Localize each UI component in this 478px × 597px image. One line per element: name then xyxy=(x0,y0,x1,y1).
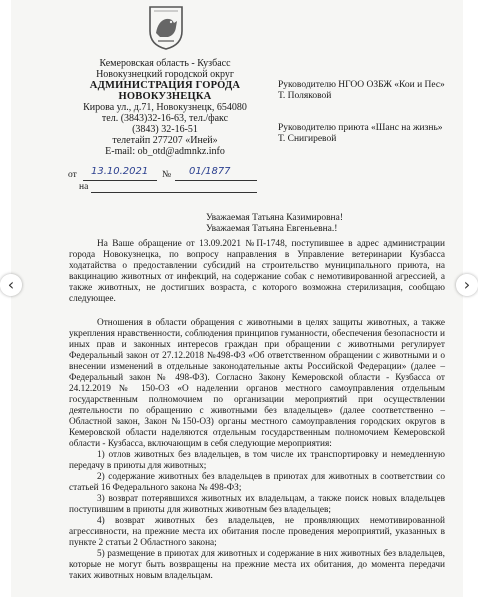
district-text: Новокузнецкий городской округ xyxy=(96,69,234,80)
greeting-line1: Уважаемая Татьяна Казимировна! xyxy=(206,213,344,223)
recipient-first-name: Т. Поляковой xyxy=(278,91,332,101)
coat-of-arms-icon xyxy=(146,3,186,51)
reference-underline xyxy=(91,182,257,193)
list-item-3: 3) возврат потерявшихся животных их владельцам, а также поиск новых владельцев поступившим в приюты для животных животным без владельцев; xyxy=(69,494,445,515)
region-text: Кемеровская область - Кузбасс xyxy=(99,58,231,69)
address-text: Кирова ул., д.71, Новокузнецк, 654080 xyxy=(83,102,247,113)
registration-line xyxy=(68,170,77,180)
recipient-second-name: Т. Снигиревой xyxy=(278,134,337,144)
list-item-5: 5) размещение в приютах для животных и содержание в них животных без владельцев, которые не могут быть возвращены на прежние места их обитания, до момента передачи таких животных новым владельцам. xyxy=(69,549,445,581)
phone-text: тел. (3843)32-16-63, тел./факс xyxy=(101,113,229,124)
sender-header xyxy=(65,58,265,157)
number-label: № xyxy=(162,170,172,180)
paragraph-1: На Ваше обращение от 13.09.2021 №П-1748, поступившее в адрес администрации города Новокузнецка, по вопросу направления в Управление ветеринарии Кузбасса ходатайства о предоставлении субсидий на строительство муниципального приюта, на вакцинацию животных от инфекций, на содержание собак с немотивированной агрессией, а также животных, не достигших возраста, с которого возможна стерилизация, сообщаю следующее. xyxy=(69,239,445,304)
recipients-block xyxy=(278,80,463,166)
org-name-line1: АДМИНИСТРАЦИЯ ГОРОДА xyxy=(89,80,241,91)
letter-page xyxy=(11,0,463,597)
registration-date: 13.10.2021 xyxy=(91,166,149,177)
letter-body xyxy=(69,239,445,582)
email-text: E-mail: ob_otd@admnkz.info xyxy=(105,146,225,157)
list-item-1: 1) отлов животных без владельцев, в том числе их транспортировку и немедленную передачу в приюты для животных; xyxy=(69,450,445,471)
paragraph-2: Отношения в области обращения с животными в целях защиты животных, а также укрепления нравственности, соблюдения принципов гуманности, обеспечения безопасности и иных прав и законных интересов граждан при обращении с животными регулирует Федеральный закон от 27.12.2018 №498-ФЗ «Об ответственном обращении с животными и о внесении изменений в отдельные законодательные акты Российской Федерации» (далее – Федеральный закон № 498-ФЗ). Согласно Закону Кемеровской области - Кузбасса от 24.12.2019 № 150-ОЗ «О наделении органов местного самоуправления отдельным государственным полномочием по организации мероприятий при осуществлении деятельности по обращению с животными без владельцев» (далее соответственно – Областной закон, Закон №150-ОЗ) органы местного самоуправления городских округов в Кемеровской области наделяются отдельным государственным полномочием Кемеровской области - Кузбасса, включающим в себя следующие мероприятия: xyxy=(69,318,445,449)
chevron-right-icon[interactable]: › xyxy=(456,274,478,296)
recipient-first: Руководителю НГОО ОЗБЖ «Кои и Пес» xyxy=(278,80,445,90)
list-item-2: 2) содержание животных без владельцев в приютах для животных в соответствии со статьей 16 Федерального закона № 498-ФЗ; xyxy=(69,472,445,493)
list-item-4: 4) возврат животных без владельцев, не проявляющих немотивированной агрессивности, на прежние места их обитания после проведения мероприятий, указанных в пункте 2 статьи 2 Областного закона; xyxy=(69,516,445,548)
from-label: от xyxy=(68,170,77,180)
chevron-left-icon[interactable]: ‹ xyxy=(0,274,22,296)
recipient-second: Руководителю приюта «Шанс на жизнь» xyxy=(278,123,443,133)
teletype-text: телетайп 277207 «Иней» xyxy=(112,135,218,146)
phone2-text: (3843) 32-16-51 xyxy=(132,124,198,135)
on-label: на xyxy=(79,182,89,192)
greeting-line2: Уважаемая Татьяна Евгеньевна.! xyxy=(206,224,338,234)
registration-number: 01/1877 xyxy=(189,166,231,177)
org-name-line2: НОВОКУЗНЕЦКА xyxy=(118,91,212,102)
